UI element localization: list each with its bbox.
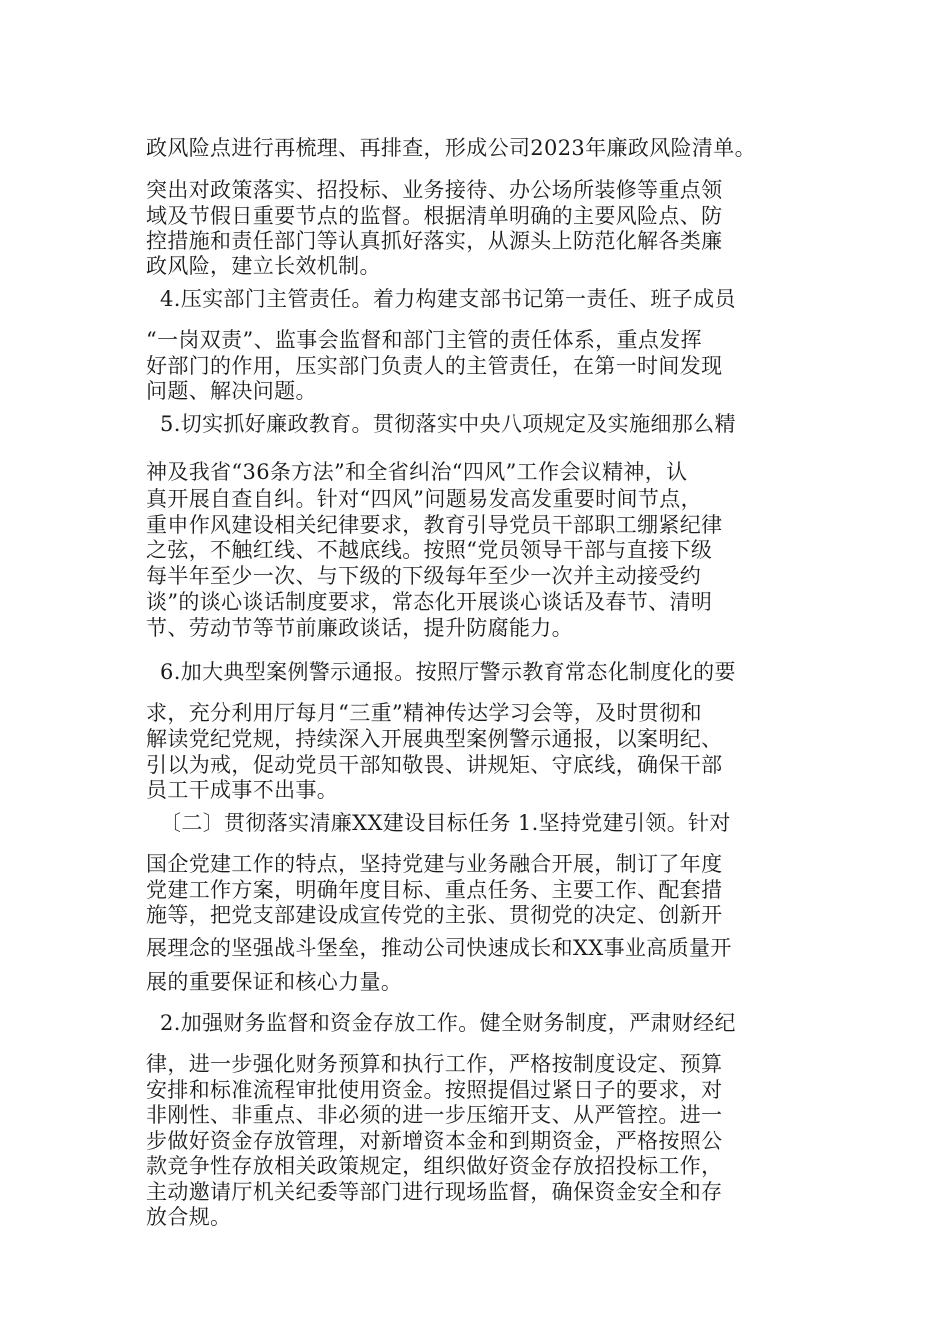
text-line: 之弦，不触红线、不越底线。按照“党员领导干部与直接下级: [146, 538, 713, 562]
text-line: 真开展自查自纠。针对“四风”问题易发高发重要时间节点，: [146, 487, 702, 511]
text-line: 展的重要保证和核心力量。: [146, 970, 403, 994]
text-line: 款竞争性存放相关政策规定，组织做好资金存放招投标工作，: [146, 1154, 723, 1178]
text-line: 解读党纪党规，持续深入开展典型案例警示通报，以案明纪、: [146, 727, 723, 751]
text-line: 展理念的坚强战斗堡垒，推动公司快速成长和XX事业高质量开: [146, 936, 732, 960]
text-line: 域及节假日重要节点的监督。根据清单明确的主要风险点、防: [146, 204, 723, 228]
text-line: 谈”的谈心谈话制度要求，常态化开展谈心谈话及春节、清明: [146, 590, 713, 614]
text-line: 重申作风建设相关纪律要求，教育引导党员干部职工绷紧纪律: [146, 513, 723, 537]
text-line: 突出对政策落实、招投标、业务接待、办公场所装修等重点领: [146, 178, 723, 202]
text-line: “一岗双责”、监事会监督和部门主管的责任体系，重点发挥: [146, 328, 702, 352]
text-line: 步做好资金存放管理，对新增资本金和到期资金，严格按照公: [146, 1129, 723, 1153]
text-line: 主动邀请厅机关纪委等部门进行现场监督，确保资金安全和存: [146, 1180, 723, 1204]
text-line: 神及我省“36条方法”和全省纠治“四风”工作会议精神，认: [146, 460, 688, 484]
text-line: 放合规。: [146, 1205, 232, 1229]
paragraph-heading: 6.加大典型案例警示通报。按照厅警示教育常态化制度化的要: [160, 660, 736, 684]
text-line: 党建工作方案，明确年度目标、重点任务、主要工作、配套措: [146, 878, 723, 902]
text-line: 律，进一步强化财务预算和执行工作，严格按制度设定、预算: [146, 1052, 723, 1076]
paragraph-heading: 2.加强财务监督和资金存放工作。健全财务制度，严肃财经纪: [160, 1011, 736, 1035]
text-line: 好部门的作用，压实部门负责人的主管责任，在第一时间发现: [146, 354, 723, 378]
text-line: 求，充分利用厅每月“三重”精神传达学习会等，及时贯彻和: [146, 701, 702, 725]
text-line: 国企党建工作的特点，坚持党建与业务融合开展，制订了年度: [146, 852, 723, 876]
text-line: 控措施和责任部门等认真抓好落实，从源头上防范化解各类廉: [146, 229, 723, 253]
text-line: 政风险点进行再梳理、再排查，形成公司2023年廉政风险清单。: [146, 136, 756, 160]
text-line: 引以为戒，促动党员干部知敬畏、讲规矩、守底线，确保干部: [146, 753, 723, 777]
text-line: 节、劳动节等节前廉政谈话，提升防腐能力。: [146, 616, 573, 640]
text-line: 员工干成事不出事。: [146, 778, 339, 802]
text-line: 政风险，建立长效机制。: [146, 254, 381, 278]
text-line: 施等，把党支部建设成宣传党的主张、贯彻党的决定、创新开: [146, 903, 723, 927]
text-line: 每半年至少一次、与下级的下级每年至少一次并主动接受约: [146, 564, 702, 588]
text-line: 问题、解决问题。: [146, 379, 317, 403]
section-heading: 〔二〕贯彻落实清廉XX建设目标任务 1.坚持党建引领。针对: [160, 811, 731, 835]
paragraph-heading: 4.压实部门主管责任。着力构建支部书记第一责任、班子成员: [160, 287, 736, 311]
text-line: 非刚性、非重点、非必须的进一步压缩开支、从严管控。进一: [146, 1103, 723, 1127]
paragraph-heading: 5.切实抓好廉政教育。贯彻落实中央八项规定及实施细那么精: [160, 412, 736, 436]
text-line: 安排和标准流程审批使用资金。按照提倡过紧日子的要求，对: [146, 1078, 723, 1102]
